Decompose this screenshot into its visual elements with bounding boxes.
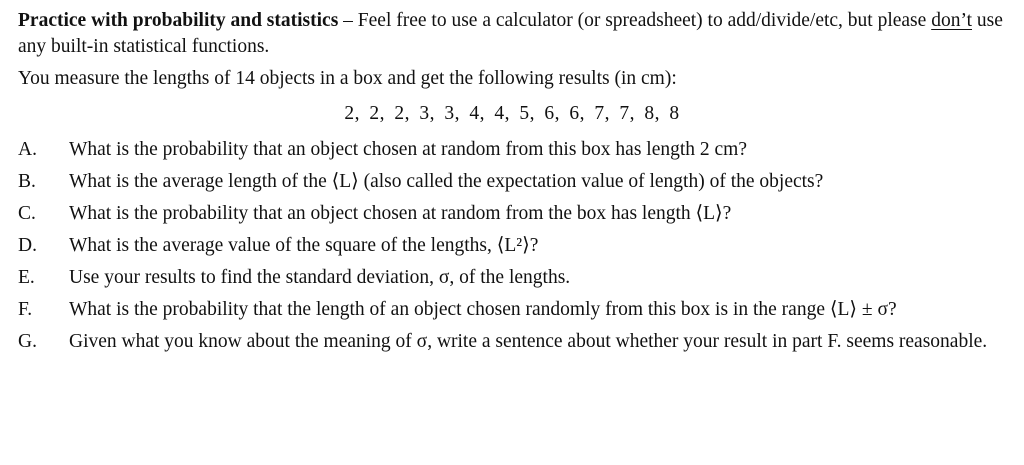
question-e	[18, 265, 1006, 291]
question-letter: F.	[18, 299, 33, 320]
measure-sentence: You measure the lengths of 14 objects in a box and get the following results (in cm):	[18, 68, 677, 89]
question-text: What is the average value of the square of the lengths, ⟨L²⟩?	[69, 235, 539, 256]
question-text: What is the probability that an object chosen at random from this box has length 2 cm?	[69, 139, 747, 160]
question-d	[18, 233, 1006, 259]
question-a	[18, 137, 1006, 163]
question-letter: D.	[18, 235, 37, 256]
question-g	[18, 329, 1006, 355]
intro-paragraph	[18, 8, 1006, 60]
question-c	[18, 201, 1006, 227]
question-letter: G.	[18, 331, 37, 352]
question-letter: A.	[18, 139, 37, 160]
question-letter: E.	[18, 267, 35, 288]
intro-text-b: use any built-in statistical functions.	[18, 10, 1003, 57]
question-text: Use your results to find the standard deviation, σ, of the lengths.	[69, 267, 571, 288]
question-b	[18, 169, 1006, 195]
question-letter: C.	[18, 203, 36, 224]
intro-text-a: – Feel free to use a calculator (or spreadsheet) to add/divide/etc, but please	[338, 10, 932, 31]
question-text: What is the average length of the ⟨L⟩ (also called the expectation value of length) of the objects?	[69, 171, 824, 192]
question-text: What is the probability that an object chosen at random from the box has length ⟨L⟩?	[69, 203, 732, 224]
question-list	[18, 137, 1006, 355]
intro-underlined-word: don’t	[931, 10, 972, 31]
question-text: What is the probability that the length of an object chosen randomly from this box is in the range ⟨L⟩ ± σ?	[69, 299, 897, 320]
question-text: Given what you know about the meaning of σ, write a sentence about whether your result in part F. seems reasonable.	[69, 331, 988, 352]
question-f	[18, 297, 1006, 323]
question-letter: B.	[18, 171, 36, 192]
intro-heading: Practice with probability and statistics	[18, 10, 339, 31]
measurement-values: 2, 2, 2, 3, 3, 4, 4, 5, 6, 6, 7, 7, 8, 8	[344, 103, 680, 124]
